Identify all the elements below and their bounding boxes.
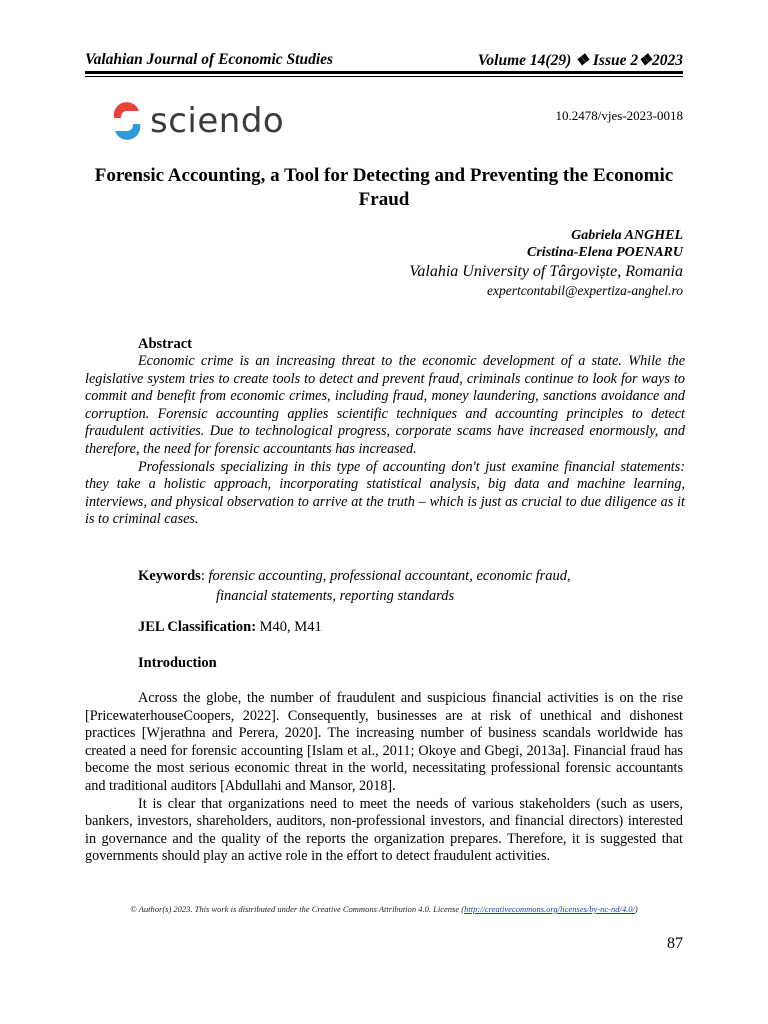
body-paragraph: It is clear that organizations need to meet the needs of various stakeholders (such as users, bankers, investors, shareholders, auditors, non-professional investors, and financial directors) interested in governance and the quality of the reports the organization prepares. Therefore, it is suggested that governments should play an active role in the effort to detect fraudulent activities.: [85, 795, 683, 865]
sciendo-wordmark: sciendo: [150, 101, 285, 141]
author-name: Gabriela ANGHEL: [571, 228, 683, 243]
paper-title: Forensic Accounting, a Tool for Detecting and Preventing the Economic Fraud: [94, 165, 674, 210]
abstract-section: [85, 335, 685, 529]
license-link[interactable]: http://creativecommons.org/licenses/by-nc-nd/4.0/: [464, 904, 635, 914]
running-head: [85, 49, 683, 74]
jel-label: JEL Classification:: [138, 619, 257, 635]
abstract-heading: Abstract: [138, 336, 192, 352]
abstract-paragraph: Professionals specializing in this type of accounting don't just examine financial statements: they take a holistic approach, incorporating statistical analysis, big data and machine learning, interviews, and physical observation to arrive at the truth – which is just as crucial to due diligence as it is to criminal cases.: [85, 458, 685, 528]
author-name: Cristina-Elena POENARU: [527, 245, 683, 260]
jel-classification: [138, 619, 322, 636]
issue-info: Volume 14(29) ❖ Issue 2❖2023: [477, 52, 683, 69]
affiliation: Valahia University of Târgoviște, Romania: [409, 263, 683, 280]
keywords-line: forensic accounting, professional accountant, economic fraud,: [208, 568, 571, 584]
doi: 10.2478/vjes-2023-0018: [555, 108, 683, 123]
sciendo-logo: [112, 101, 312, 141]
sciendo-logo-icon: [112, 101, 142, 141]
journal-name: Valahian Journal of Economic Studies: [85, 51, 334, 68]
author-block: [409, 227, 683, 300]
body-paragraph: Across the globe, the number of fraudulent and suspicious financial activities is on the rise [PricewaterhouseCoopers, 2022]. Consequently, businesses are at risk of unethical and dishonest practices [Wjerathna and Perera, 2020]. The increasing number of business scandals worldwide has created a need for forensic accounting [Islam et al., 2011; Okoye and Gbegi, 2013a]. Financial fraud has become the most serious economic threat in the world, necessitating professional forensic accountants and traditional auditors [Abdullahi and Mansor, 2018].: [85, 690, 683, 794]
keywords-line: financial statements, reporting standards: [216, 588, 455, 604]
abstract-paragraph: Economic crime is an increasing threat to the economic development of a state. While the legislative system tries to create tools to detect and prevent fraud, criminals continue to look for ways to commit and benefit from economic crimes, including fraud, money laundering, sanctions avoidance and corruption. Forensic accounting applies scientific techniques and accounting principles to detect fraudulent activities. Due to technological progress, corporate scams have increased enormously, and therefore, the need for forensic accountants has increased.: [85, 353, 685, 457]
license-footer: [85, 904, 683, 914]
license-text: © Author(s) 2023. This work is distributed under the Creative Commons Attribution 4.0. License (: [130, 904, 465, 914]
keywords: Keywords: forensic accounting, professional accountant, economic fraud, financial statements, reporting standards: [138, 566, 683, 606]
page-number: 87: [667, 935, 683, 952]
introduction-heading: Introduction: [138, 655, 217, 671]
license-close: ): [634, 904, 638, 914]
author-email: expertcontabil@expertiza-anghel.ro: [487, 283, 683, 298]
introduction-body: [85, 690, 683, 866]
keywords-label: Keywords: [138, 568, 201, 584]
jel-value: M40, M41: [259, 619, 322, 635]
